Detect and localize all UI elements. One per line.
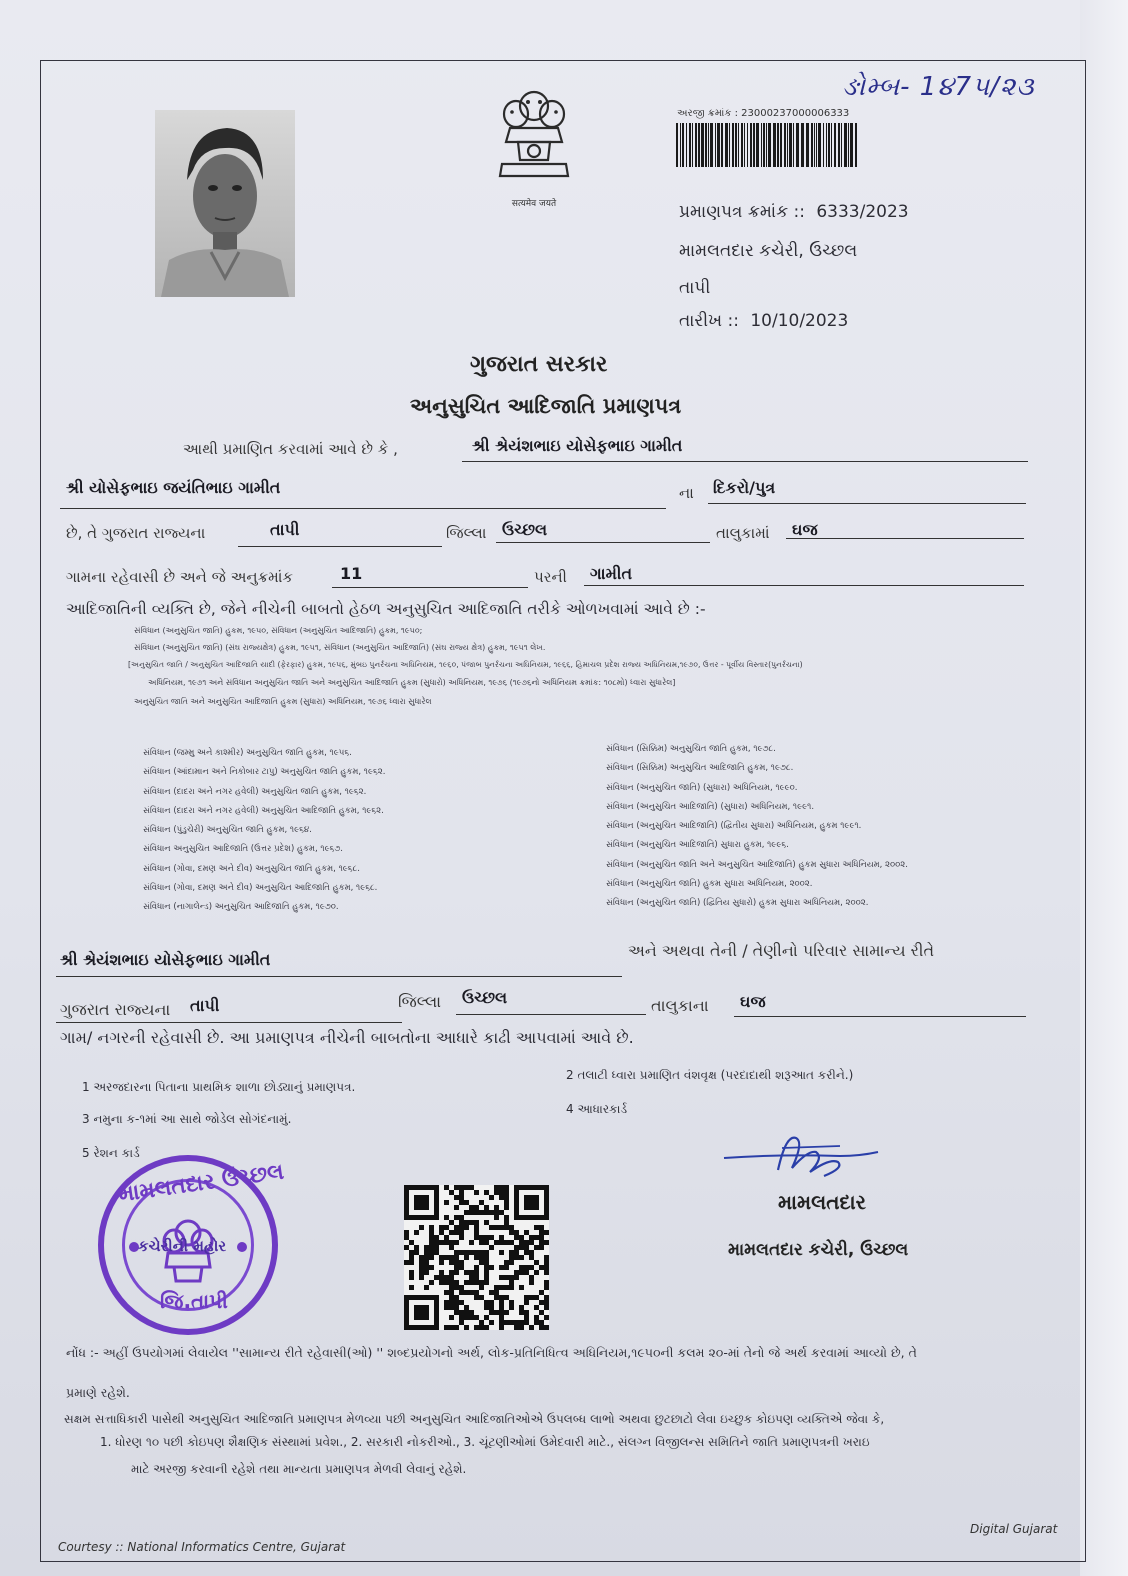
taluka-label: તાલુકામાં [716, 524, 770, 542]
na-label: ના [679, 484, 694, 502]
order-left-item: સંવિધાન (ગોવા, દમણ અને દીવ) અનુસુચિત આદિજાતિ હુકમ, ૧૯૬૮. [143, 883, 378, 894]
state-label: ગુજરાત રાજ્યના [60, 1000, 171, 1019]
applicant-photo [155, 110, 295, 297]
order-right-item: સંવિધાન (સિક્કિમ) અનુસુચિત જાતિ હુકમ, ૧૯૭૮. [606, 744, 776, 754]
taluka-value: ઉચ્છલ [502, 520, 548, 539]
district-value: તાપી [270, 520, 300, 539]
basis-statement: ગામ/ નગરની રહેવાસી છે. આ પ્રમાણપત્ર નીચેની બાબતોના આધારે કાઢી આપવામાં આવે છે. [60, 1028, 634, 1047]
order-right-item: સંવિધાન (અનુસુચિત આદિજાતિ) (સુધારા) અધિનિયમ, ૧૯૯૧. [606, 801, 815, 812]
seal-top-text: મામલતદાર ઉચ્છલ [117, 1159, 286, 1208]
government-heading: ગુજરાત સરકાર [470, 352, 608, 377]
applicant-name: શ્રી શ્રેયંશભાઇ યોસેફભાઇ ગામીત [472, 436, 683, 455]
advice-line-3: માટે અરજી કરવાની રહેશે તથા માન્યતા પ્રમાણપત્ર મેળવી લેવાનું રહેશે. [131, 1462, 467, 1476]
advice-line-2: 1. ધોરણ ૧૦ પછી કોઇપણ શૈક્ષણિક સંસ્થામાં પ્રવેશ., 2. સરકારી નોકરીઓ., 3. ચૂંટણીઓમાં ઉમેદવારી માટે., સંલગ્ન વિજીલન્સ સમિતિને જાતિ પ્રમાણપત્રની ખરાઇ [100, 1435, 870, 1449]
order-right-item: સંવિધાન (અનુસુચિત આદિજાતિ) (દ્વિતીય સુધારા) અધિનિયમ, હુકમ ૧૯૯૧. [606, 821, 862, 832]
barcode-icon [676, 123, 858, 167]
residence-taluka-label: તાલુકાના [651, 996, 709, 1015]
father-name: શ્રી યોસેફભાઇ જયંતિભાઇ ગામીત [66, 478, 281, 497]
note-line-1: નોંધ :- અહીં ઉપયોગમાં લેવાયેલ ''સામાન્ય રીતે રહેવાસી(ઓ) '' શબ્દપ્રયોગનો અર્થ, લોક-પ્રતિનિધિત્વ અધિનિયમ,૧૯૫૦ની કલમ ૨૦-માં તેનો જે અર્થ કરવામાં આવ્યો છે, તે [66, 1345, 917, 1360]
order-intro-2: સંવિધાન (અનુસુચિત જાતિ) (સંઘ રાજ્યક્ષેત્ર) હુકમ, ૧૯૫૧, સંવિધાન (અનુસુચિત આદિજાતિ) (સંઘ રાજ્ય ક્ષેત્ર) હુકમ, ૧૯૫૧ લેખ. [134, 643, 546, 652]
order-right-item: સંવિધાન (સિક્કિમ) અનુસુચિત આદિજાતિ હુકમ, ૧૯૭૮. [606, 763, 794, 774]
order-left-item: સંવિધાન (દાદરા અને નગર હવેલી) અનુસુચિત જાતિ હુકમ, ૧૯૬૨. [143, 786, 367, 797]
issue-date [679, 311, 848, 331]
application-number [677, 108, 849, 119]
document-item-1: 1 અરજદારના પિતાના પ્રાથમિક શાળા છોડ્યાનું પ્રમાણપત્ર. [82, 1080, 356, 1094]
issuing-district: તાપી [679, 278, 711, 298]
order-left-item: સંવિધાન (જમ્મુ અને કાશ્મીર) અનુસુચિત જાતિ હુકમ, ૧૯૫૬. [143, 748, 352, 758]
father-name-underline [60, 508, 666, 509]
document-item-5: 5 રેશન કાર્ડ [82, 1146, 140, 1160]
line1-prefix: આથી પ્રમાણિત કરવામાં આવે છે કે , [183, 440, 398, 458]
relation-underline [708, 503, 1026, 504]
signatory-title: મામલતદાર [778, 1190, 866, 1214]
office-seal [98, 1155, 286, 1335]
residence-taluka-underline [456, 1014, 646, 1015]
residence-person-name: શ્રી શ્રેયંશભાઇ યોસેફભાઇ ગામીત [60, 950, 271, 969]
issuing-office: મામલતદાર કચેરી, ઉચ્છલ [679, 241, 858, 261]
note-line-2: પ્રમાણે રહેશે. [66, 1385, 130, 1400]
par-label: પરની [534, 568, 567, 586]
village-underline [786, 538, 1024, 539]
national-emblem [488, 84, 580, 209]
residence-district-label: જિલ્લા [398, 992, 442, 1011]
order-left-item: સંવિધાન અનુસુચિત આદિજાતિ (ઉત્તર પ્રદેશ) હુકમ, ૧૯૬૭. [143, 844, 344, 855]
order-right-item: સંવિધાન (અનુસુચિત આદિજાતિ) સુધારા હુકમ, ૧૯૯૬. [606, 840, 789, 851]
orders-right-list [606, 740, 908, 914]
order-left-item: સંવિધાન (પુંડુચેરી) અનુસુચિત જાતિ હુકમ, ૧૯૬૪. [143, 825, 312, 836]
tribe-underline [584, 585, 1024, 586]
application-number-value: 23000237000006333 [741, 108, 850, 119]
order-right-item: સંવિધાન (અનુસુચિત જાતિ) (દ્વિતિય સુધારો) હુકમ સુધારા અધિનિયમ, ૨૦૦૨. [606, 898, 869, 909]
relation: દિકરો/પુત્ર [713, 478, 776, 497]
order-intro-5: અનુસુચિત જાતિ અને અનુસુચિત આદિજાતિ હુકમ (સુધારા) અધિનિયમ, ૧૯૭૬ ધ્વારા સુધારેલ [134, 697, 432, 706]
order-left-item: સંવિધાન (આંદામાન અને નિકોબાર ટાપુ) અનુસુચિત જાતિ હુકમ, ૧૯૬૨. [143, 767, 386, 778]
order-right-item: સંવિધાન (અનુસુચિત જાતિ અને અનુસુચિત આદિજાતિ) હુકમ સુધારા અધિનિયમ, ૨૦૦૨. [606, 859, 908, 870]
village-value: ઘજ [792, 520, 818, 539]
seal-bottom-text: જિ.તાપી [160, 1289, 228, 1313]
certificate-number [679, 202, 909, 222]
issue-date-value: 10/10/2023 [750, 311, 849, 331]
ashoka-emblem-icon [488, 84, 580, 192]
qr-code-icon [404, 1185, 549, 1330]
tribe-value: ગામીત [590, 564, 633, 583]
serial-underline [332, 587, 528, 588]
residence-name-underline [56, 976, 622, 977]
applicant-name-underline [462, 461, 1028, 462]
family-text: અને અથવા તેની / તેણીનો પરિવાર સામાન્ય રીતે [628, 941, 935, 960]
residence-taluka-value: ઉચ્છલ [462, 988, 508, 1007]
seal-middle-text: કચેરીની મહોર [138, 1237, 227, 1255]
orders-left-list [143, 744, 385, 918]
signature-icon [720, 1128, 880, 1188]
order-left-item: સંવિધાન (ગોવા, દમણ અને દીવ) અનુસુચિત જાતિ હુકમ, ૧૯૬૮. [143, 863, 360, 874]
issue-date-label: તારીખ :: [679, 311, 739, 331]
footer-courtesy: Courtesy :: National Informatics Centre, Gujarat [58, 1540, 346, 1554]
document-item-2: 2 તલાટી ધ્વારા પ્રમાણિત વંશવૃક્ષ (પરદાદાથી શરૂઆત કરીને.) [566, 1068, 854, 1082]
line3-prefix: છે, તે ગુજરાત રાજ્યના [66, 524, 206, 542]
residence-village-value: ઘજ [740, 992, 766, 1011]
advice-line-1: સક્ષમ સત્તાધિકારી પાસેથી અનુસુચિત આદિજાતિ પ્રમાણપત્ર મેળવ્યા પછી અનુસુચિત આદિજાતિઓએ ઉપલબ્ધ લાભો અથવા છુટછાટો લેવા ઇચ્છુક કોઇપણ વ્યક્તિએ જેવા કે, [64, 1412, 885, 1426]
application-number-label: અરજી ક્રમાંક : [677, 108, 738, 119]
tribe-recognition-line: આદિજાતિની વ્યક્તિ છે, જેને નીચેની બાબતો હેઠળ અનુસુચિત આદિજાતિ તરીકે ઓળખવામાં આવે છે :- [66, 600, 706, 618]
district-underline [238, 546, 442, 547]
order-right-item: સંવિધાન (અનુસુચિત જાતિ) હુકમ સુધારા અધિનિયમ, ૨૦૦૨. [606, 879, 813, 890]
order-left-item: સંવિધાન (દાદરા અને નગર હવેલી) અનુસુચિત આદિજાતિ હુકમ, ૧૯૬૨. [143, 805, 384, 816]
residence-district-underline [56, 1022, 402, 1023]
district-label: જિલ્લા [446, 524, 487, 542]
certificate-number-label: પ્રમાણપત્ર ક્રમાંક :: [679, 202, 805, 222]
certificate-number-value: 6333/2023 [816, 202, 909, 222]
paper-edge [1080, 0, 1128, 1576]
certificate-title: અનુસુચિત આદિજાતિ પ્રમાણપત્ર [410, 394, 682, 418]
document-item-3: 3 નમુના ક-૧માં આ સાથે જોડેલ સોગંદનામું. [82, 1112, 292, 1126]
line4-prefix: ગામના રહેવાસી છે અને જે અનુક્રમાંક [66, 568, 294, 586]
footer-digital-gujarat: Digital Gujarat [970, 1522, 1058, 1536]
order-left-item: સંવિધાન (નાગાલેન્ડ) અનુસુચિત આદિજાતિ હુકમ, ૧૯૭૦. [143, 902, 339, 913]
serial-number: 11 [340, 564, 363, 583]
order-intro-4: અધિનિયમ, ૧૯૭૧ અને સંવિધાન અનુસુચિત જાતિ અને અનુસુચિત આદિજાતિ હુકમ (સુધારો) અધિનિયમ, ૧૯૭૬ (૧૯૭૬નો અધિનિયમ ક્રમાંક: ૧૦૮મો) ધ્વારા સુધારેલ] [148, 678, 676, 687]
order-intro-3: [અનુસુચિત જાતિ / અનુસુચિત આદિજાતિ યાદી (ફેરફાર) હુકમ, ૧૯૫૬, મુંબઇ પુનર્રચના અધિનિયમ, ૧૯૬૦, પંજાબ પુનર્રચના અધિનિયમ, ૧૯૬૬, હિમાચલ પ્રદેશ રાજ્ય અધિનિયમ,૧૯૭૦, ઉત્તર - પૂર્વીય વિસ્તાર(પુનર્રચના) [128, 660, 803, 669]
handwritten-reference: ઙોમ્બ- 1૪7૫/૨૩ [842, 72, 1035, 102]
residence-village-underline [734, 1016, 1026, 1017]
order-intro-1: સંવિધાન (અનુસુચિત જાતિ) હુકમ, ૧૯૫૦, સંવિધાન (અનુસુચિત આદિજાતિ) હુકમ, ૧૯૫૦; [134, 626, 423, 635]
document-item-4: 4 આધારકાર્ડ [566, 1102, 628, 1116]
residence-district-value: તાપી [190, 996, 220, 1015]
taluka-underline [496, 542, 710, 543]
emblem-motto: सत्यमेव जयते [511, 199, 557, 209]
signatory-office: મામલતદાર કચેરી, ઉચ્છલ [728, 1240, 909, 1260]
order-right-item: સંવિધાન (અનુસુચિત જાતિ) (સુધારા) અધિનિયમ, ૧૯૯૦. [606, 782, 798, 793]
